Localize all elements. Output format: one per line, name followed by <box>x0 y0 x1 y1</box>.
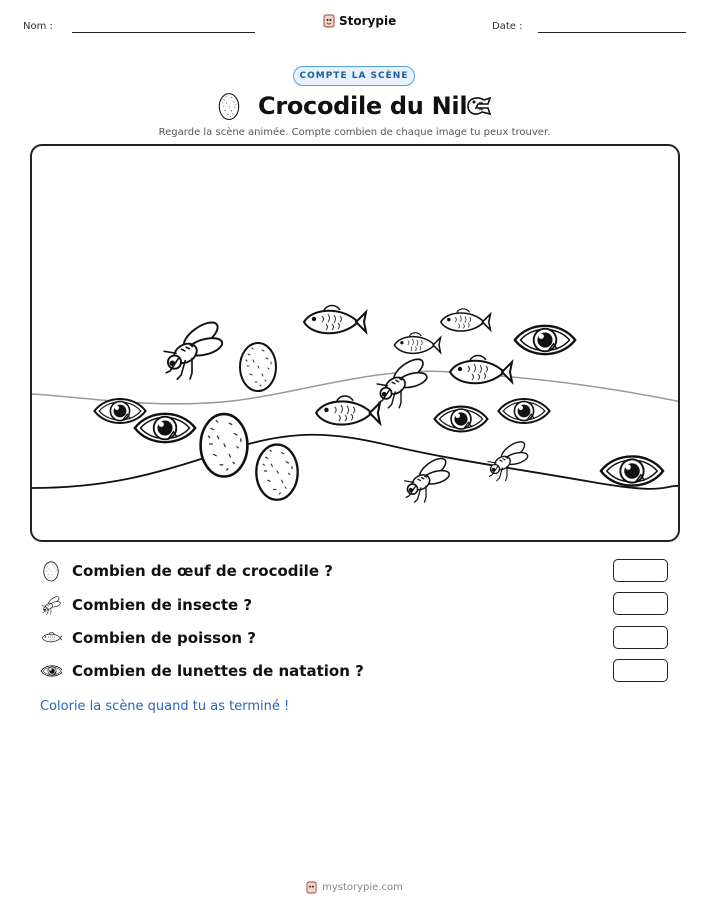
date-line[interactable] <box>538 32 686 33</box>
egg-3 <box>256 445 297 500</box>
goggles-6 <box>601 456 663 485</box>
insect-2 <box>377 355 429 408</box>
crocodile-icon <box>464 92 492 120</box>
answer-box-insects[interactable] <box>613 592 668 615</box>
fish-1 <box>304 306 366 334</box>
insect-icon <box>40 594 62 616</box>
page-title: Crocodile du Nil <box>258 92 468 120</box>
fish-4 <box>450 356 512 384</box>
answer-box-goggles[interactable] <box>613 659 668 682</box>
coloring-note: Colorie la scène quand tu as terminé ! <box>40 699 290 714</box>
fish-icon <box>40 627 62 649</box>
egg-title-icon <box>218 92 240 120</box>
water-line-front <box>32 435 680 489</box>
goggles-1 <box>94 399 145 423</box>
instructions: Regarde la scène animée. Compte combien de chaque image tu peux trouver. <box>158 127 551 138</box>
insect-1 <box>164 317 224 379</box>
fish-2 <box>441 309 491 331</box>
name-line[interactable] <box>72 32 255 33</box>
answer-box-eggs[interactable] <box>613 559 668 582</box>
question-row <box>40 660 364 682</box>
name-label: Nom : <box>23 21 53 32</box>
question-text: Combien de poisson ? <box>72 629 256 647</box>
goggles-3 <box>434 407 487 432</box>
footer <box>0 881 709 894</box>
egg-1 <box>240 343 276 391</box>
brand <box>323 14 396 28</box>
answer-box-fish[interactable] <box>613 626 668 649</box>
insect-3 <box>404 455 451 503</box>
storypie-logo-icon <box>323 14 335 28</box>
question-text: Combien de insecte ? <box>72 596 253 614</box>
question-text: Combien de œuf de crocodile ? <box>72 562 333 580</box>
activity-badge: COMPTE LA SCÈNE <box>293 66 415 86</box>
water-line-back <box>32 371 680 404</box>
fish-5 <box>316 396 380 425</box>
question-row <box>40 627 256 649</box>
fish-3 <box>394 333 440 354</box>
question-row <box>40 594 252 616</box>
insect-4 <box>488 438 529 481</box>
goggles-4 <box>498 399 549 423</box>
scene-illustration <box>32 146 680 542</box>
goggles-2 <box>135 414 195 442</box>
footer-url[interactable]: mystorypie.com <box>322 882 403 893</box>
question-text: Combien de lunettes de natation ? <box>72 662 364 680</box>
storypie-logo-icon <box>306 881 317 894</box>
goggles-5 <box>515 326 575 354</box>
counting-scene[interactable] <box>30 144 680 542</box>
egg-icon <box>40 560 62 582</box>
question-row <box>40 560 333 582</box>
egg-2 <box>201 414 248 476</box>
goggles-icon <box>40 660 62 682</box>
brand-name: Storypie <box>339 14 397 28</box>
date-label: Date : <box>492 21 523 32</box>
